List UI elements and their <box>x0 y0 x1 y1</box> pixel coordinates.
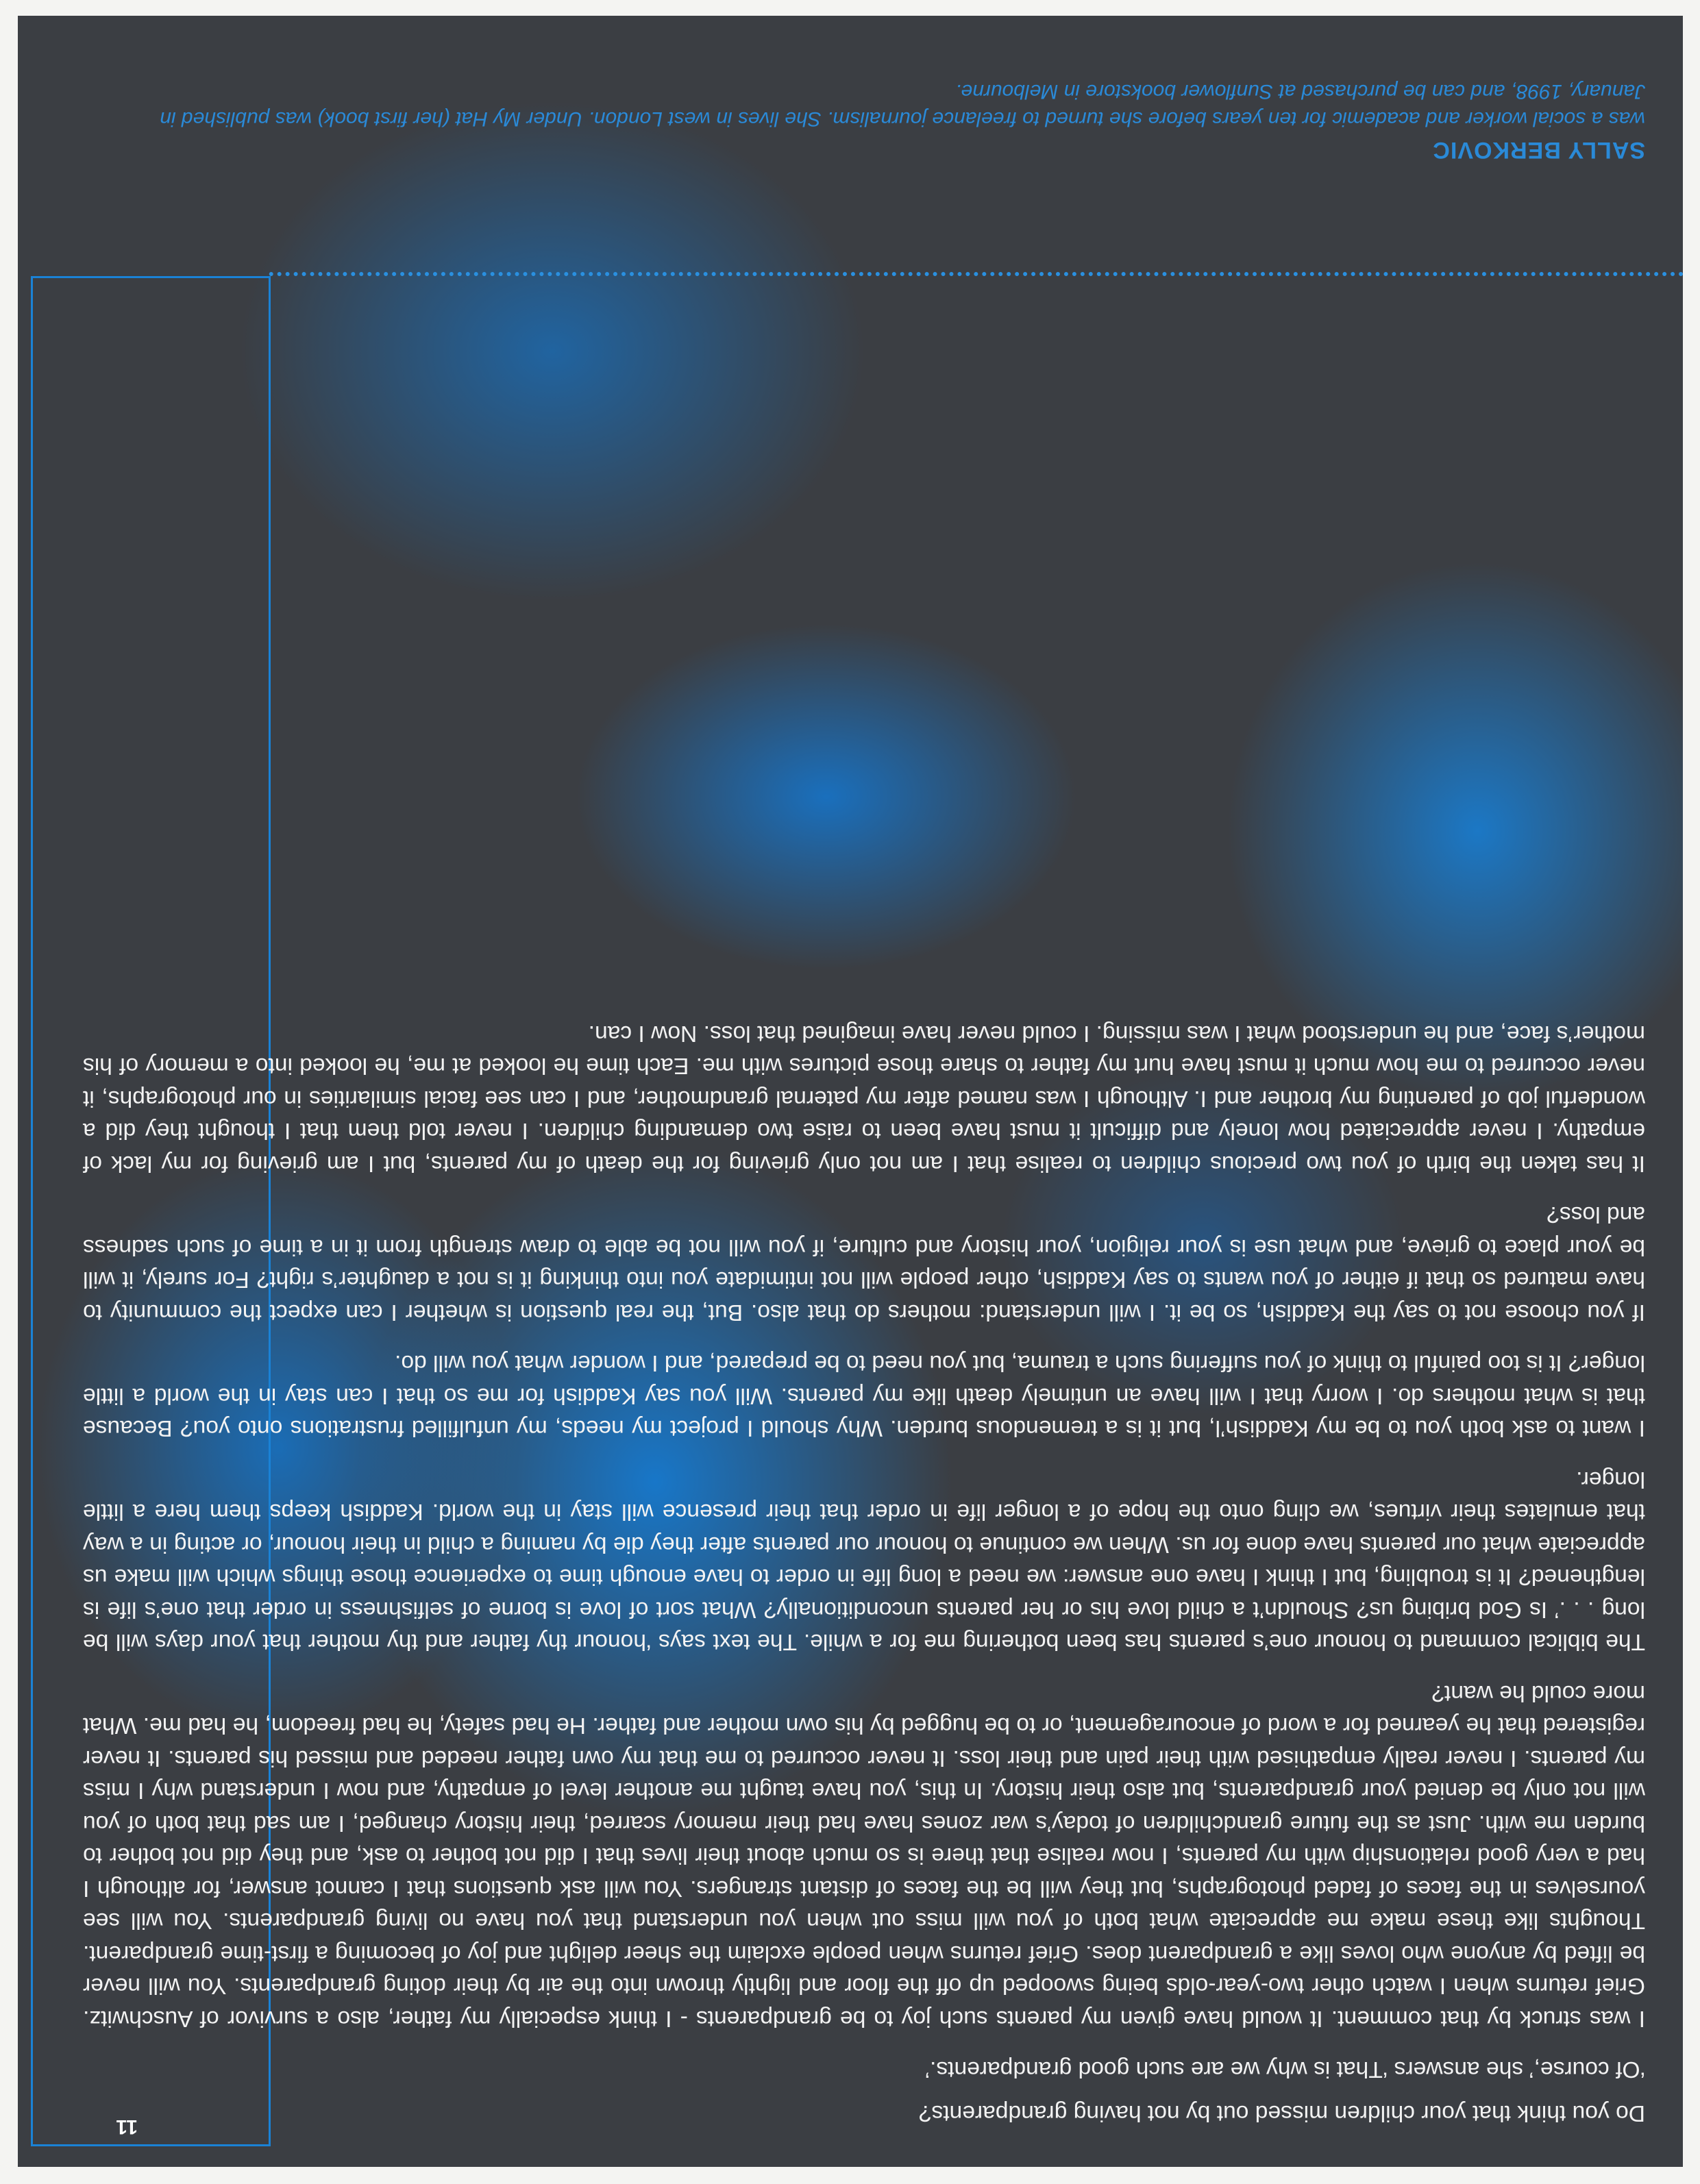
body-paragraph: I want to ask both you to be my Kaddish’l, but it is a tremendous burden. Why should I project my needs, my unfulfilled frustrations onto you? Because that is what mothers do. I worry that I will have an untimely death like my parents. Will you say Kaddish for me so that I can stay in the world a little longer? It is too painful to think of you suffering such a trauma, but you need to be prepared, and I wonder what you will do. <box>83 1350 1645 1441</box>
author-bio <box>83 77 1645 163</box>
author-name: SALLY BERKOVIC <box>1432 137 1645 163</box>
body-paragraph: The biblical command to honour one’s parents has been bothering me for a while. The text says ‘honour thy father and thy mother that your days will be long . . .’ Is God bribing us? Shouldn’t a child love his or her parents unconditionally? What sort of love is borne of selfishness in order that one’s life is lengthened? It is troubling, but I think I have one answer: we need a long life in order to have enough time to experience those things which will make us appreciate what our parents have done for us. When we continue to honour our parents after they die by naming a child in their honour, or acting in a way that emulates their virtues, we cling onto the hope of a longer life in order that their presence will stay in the world. Kaddish keeps them here a little longer. <box>83 1467 1645 1655</box>
author-bio-text: was a social worker and academic for ten years before she turned to freelance journalism. She lives in west London. Under My Hat (her first book) was published in January, 1998, and can be purchased at Sunflower bookstore in Melbourne. <box>160 80 1645 130</box>
body-paragraph: If you choose not to say the Kaddish, so be it. I will understand: mothers do that also. But, the real question is whether I can expect the community to have matured so that if either of you wants to say Kaddish, other people will not intimidate you into thinking it is not a daughter’s right? For surely, it will be your place to grieve, and what use is your religion, your history and culture, if you will not be able to draw strength from it in a time of such sadness and loss? <box>83 1202 1645 1325</box>
page-number: 11 <box>116 2115 138 2138</box>
interview-question: Do you think that your children missed out by not having grandparents? <box>918 2100 1645 2126</box>
dotted-divider <box>268 272 1683 276</box>
interview-answer: ‘Of course,’ she answers ‘That is why we are such good grandparents.’ <box>924 2057 1645 2083</box>
article-body <box>83 980 1645 2130</box>
body-paragraph: I was struck by that comment. It would have given my parents such joy to be grandparents - I think especially my father, also a survivor of Auschwitz. Grief returns when I watch other two-year-olds being swooped up off the floor and lightly thrown into the air by their doting grandparents. You will never be lifted by anyone who loves like a grandparent does. Grief returns when people exclaim the sheer delight and joy of becoming a first-time grandparent. Thoughts like these make me appreciate what both of you will miss out when you understand that you have no living grandparents. You will see yourselves in the faces of faded photographs, but they will be the faces of distant strangers. You will ask questions that I cannot answer, for although I had a very good relationship with my parents, I now realise that there is so much about their lives that I did not bother to ask, and they did not bother to burden me with. Just as the future grandchildren of today’s war zones have had their memory scarred, their history changed, I am sad that both of you will not only be denied your grandparents, but also their history. In this, you have taught me another level of empathy, and now I understand why I miss my parents. I never really empathised with their pain and their loss. It never occurred to me that my own father needed and missed his parents. It never registered that he yearned for a word of encouragement, or to be hugged by his own mother and father. He had safety, he had freedom, he had me. What more could he want? <box>83 1680 1645 2031</box>
body-paragraph: It has taken the birth of you two precious children to realise that I am not only grieving for the death of my parents, but I am grieving for my lack of empathy. I never appreciated how lonely and difficult it must have been to raise two demanding children. I never told them that I thought they did a wonderful job of parenting my brother and I. Although I was named after my paternal grandmother, and I can see facial similarities in our photographs, it never occurred to me how much it must have hurt my father to share those pictures with me. Each time he looked at me, he looked into a memory of his mother’s face, and he understood what I was missing. I could never have imagined that loss. Now I can. <box>83 1021 1645 1176</box>
